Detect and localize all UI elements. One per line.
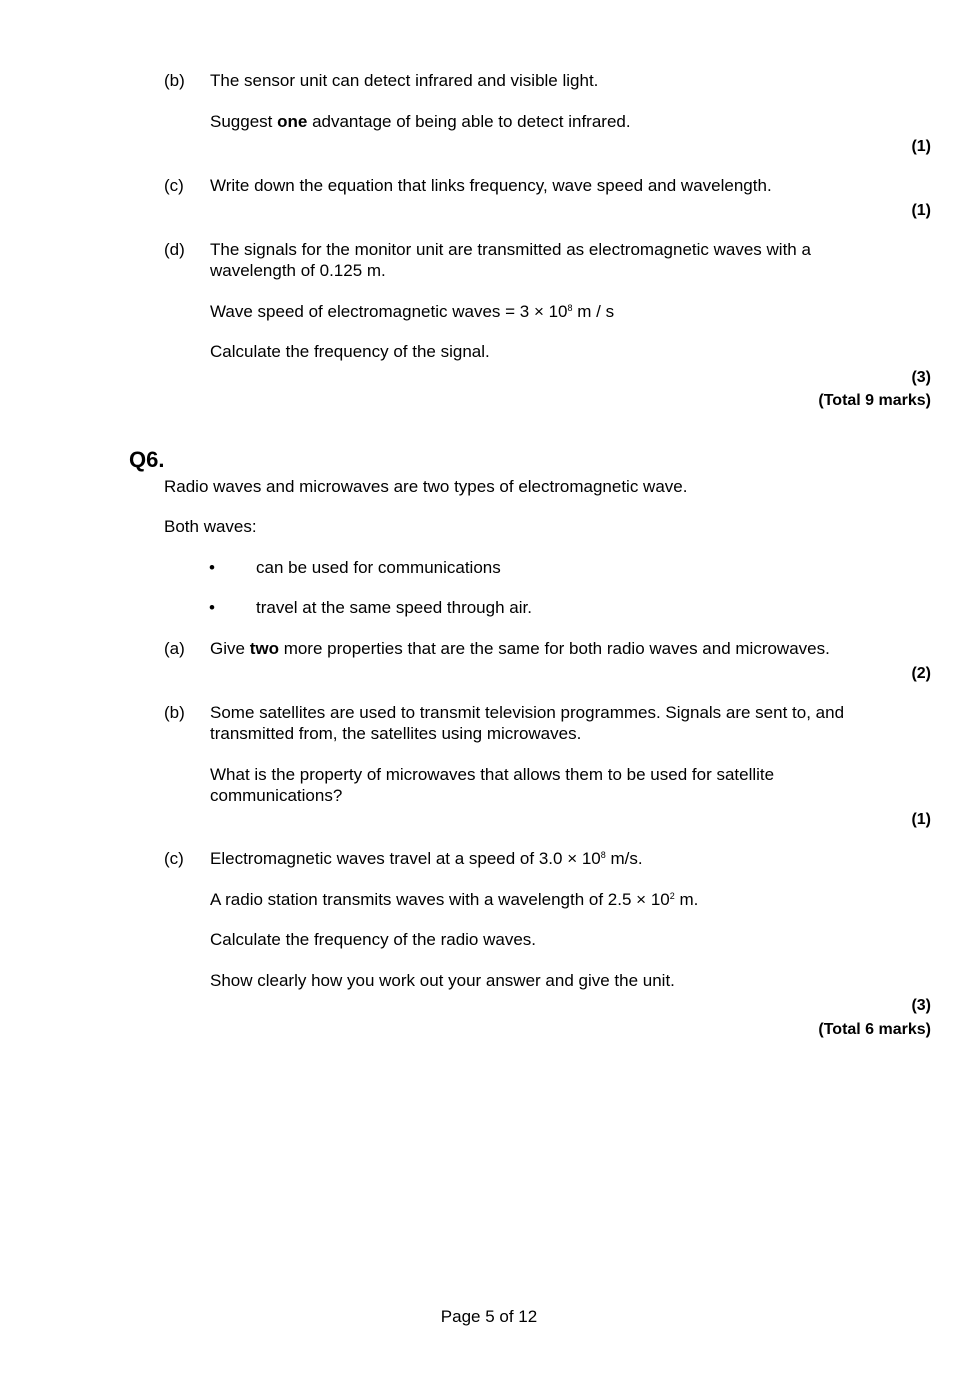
q6-b-prompt-line1: What is the property of microwaves that allows them to be used for satellite [210, 765, 775, 784]
q6-c-speed-post: m/s. [605, 849, 643, 868]
q6-bullet-1: can be used for communications [256, 558, 501, 577]
q5-c-statement: Write down the equation that links frequency, wave speed and wavelength. [210, 176, 772, 195]
q6-c-wl-pre: A radio station transmits waves with a wavelength of 2.5 × 10 [210, 890, 670, 909]
q6-a-label: (a) [164, 639, 185, 658]
q5-b-statement: The sensor unit can detect infrared and visible light. [210, 71, 599, 90]
q6-a-bold: two [249, 639, 279, 658]
q6-bullet-2-symbol: • [209, 598, 215, 617]
q5-d-speed-exponent: 8 [567, 303, 573, 313]
q6-intro: Radio waves and microwaves are two types of electromagnetic wave. [164, 477, 688, 496]
q5-d-speed-pre: Wave speed of electromagnetic waves = 3 × 10 [210, 302, 568, 321]
q5-b-prompt [210, 111, 631, 132]
q5-d-statement-line1: The signals for the monitor unit are transmitted as electromagnetic waves with a [210, 240, 811, 259]
q6-b-mark: (1) [911, 811, 931, 828]
q6-b-statement-line1: Some satellites are used to transmit television programmes. Signals are sent to, and [210, 703, 845, 722]
q5-d-speed-post: m / s [572, 302, 615, 321]
q6-c-instruction: Show clearly how you work out your answer and give the unit. [210, 971, 675, 990]
q6-c-wavelength [210, 889, 698, 910]
q6-total-marks: (Total 6 marks) [818, 1021, 931, 1038]
q6-bullet-1-symbol: • [209, 558, 215, 577]
q6-a-statement [210, 638, 830, 659]
q6-b-prompt-line2: communications? [210, 786, 343, 805]
q6-b-statement-line2: transmitted from, the satellites using microwaves. [210, 724, 582, 743]
q5-d-label: (d) [164, 240, 185, 259]
q6-c-wl-exponent: 2 [669, 891, 675, 901]
q5-d-wave-speed [210, 301, 614, 322]
q6-b-label: (b) [164, 703, 185, 722]
q6-bullet-2: travel at the same speed through air. [256, 598, 532, 617]
q6-a-pre: Give [210, 639, 250, 658]
q5-b-mark: (1) [911, 138, 931, 155]
q5-c-mark: (1) [911, 202, 931, 219]
q6-c-prompt: Calculate the frequency of the radio waves. [210, 930, 537, 949]
q6-heading: Q6. [129, 447, 165, 472]
q6-a-mark: (2) [911, 665, 931, 682]
q6-c-wl-post: m. [674, 890, 699, 909]
q6-c-mark: (3) [911, 997, 931, 1014]
q6-c-speed-pre: Electromagnetic waves travel at a speed of 3.0 × 10 [210, 849, 601, 868]
q5-total-marks: (Total 9 marks) [818, 392, 931, 409]
q5-b-prompt-pre: Suggest [210, 112, 278, 131]
q6-a-post: more properties that are the same for both radio waves and microwaves. [278, 639, 830, 658]
q6-both-waves: Both waves: [164, 517, 257, 536]
q5-d-mark: (3) [911, 369, 931, 386]
q6-c-label: (c) [164, 849, 184, 868]
q5-b-prompt-bold: one [277, 112, 308, 131]
q6-c-speed [210, 848, 643, 869]
q5-b-label: (b) [164, 71, 185, 90]
page-number: Page 5 of 12 [440, 1307, 538, 1326]
q5-d-prompt: Calculate the frequency of the signal. [210, 342, 490, 361]
q5-c-label: (c) [164, 176, 184, 195]
q5-d-statement-line2: wavelength of 0.125 m. [210, 261, 386, 280]
q5-b-prompt-post: advantage of being able to detect infrared. [307, 112, 631, 131]
q6-c-speed-exponent: 8 [600, 850, 606, 860]
